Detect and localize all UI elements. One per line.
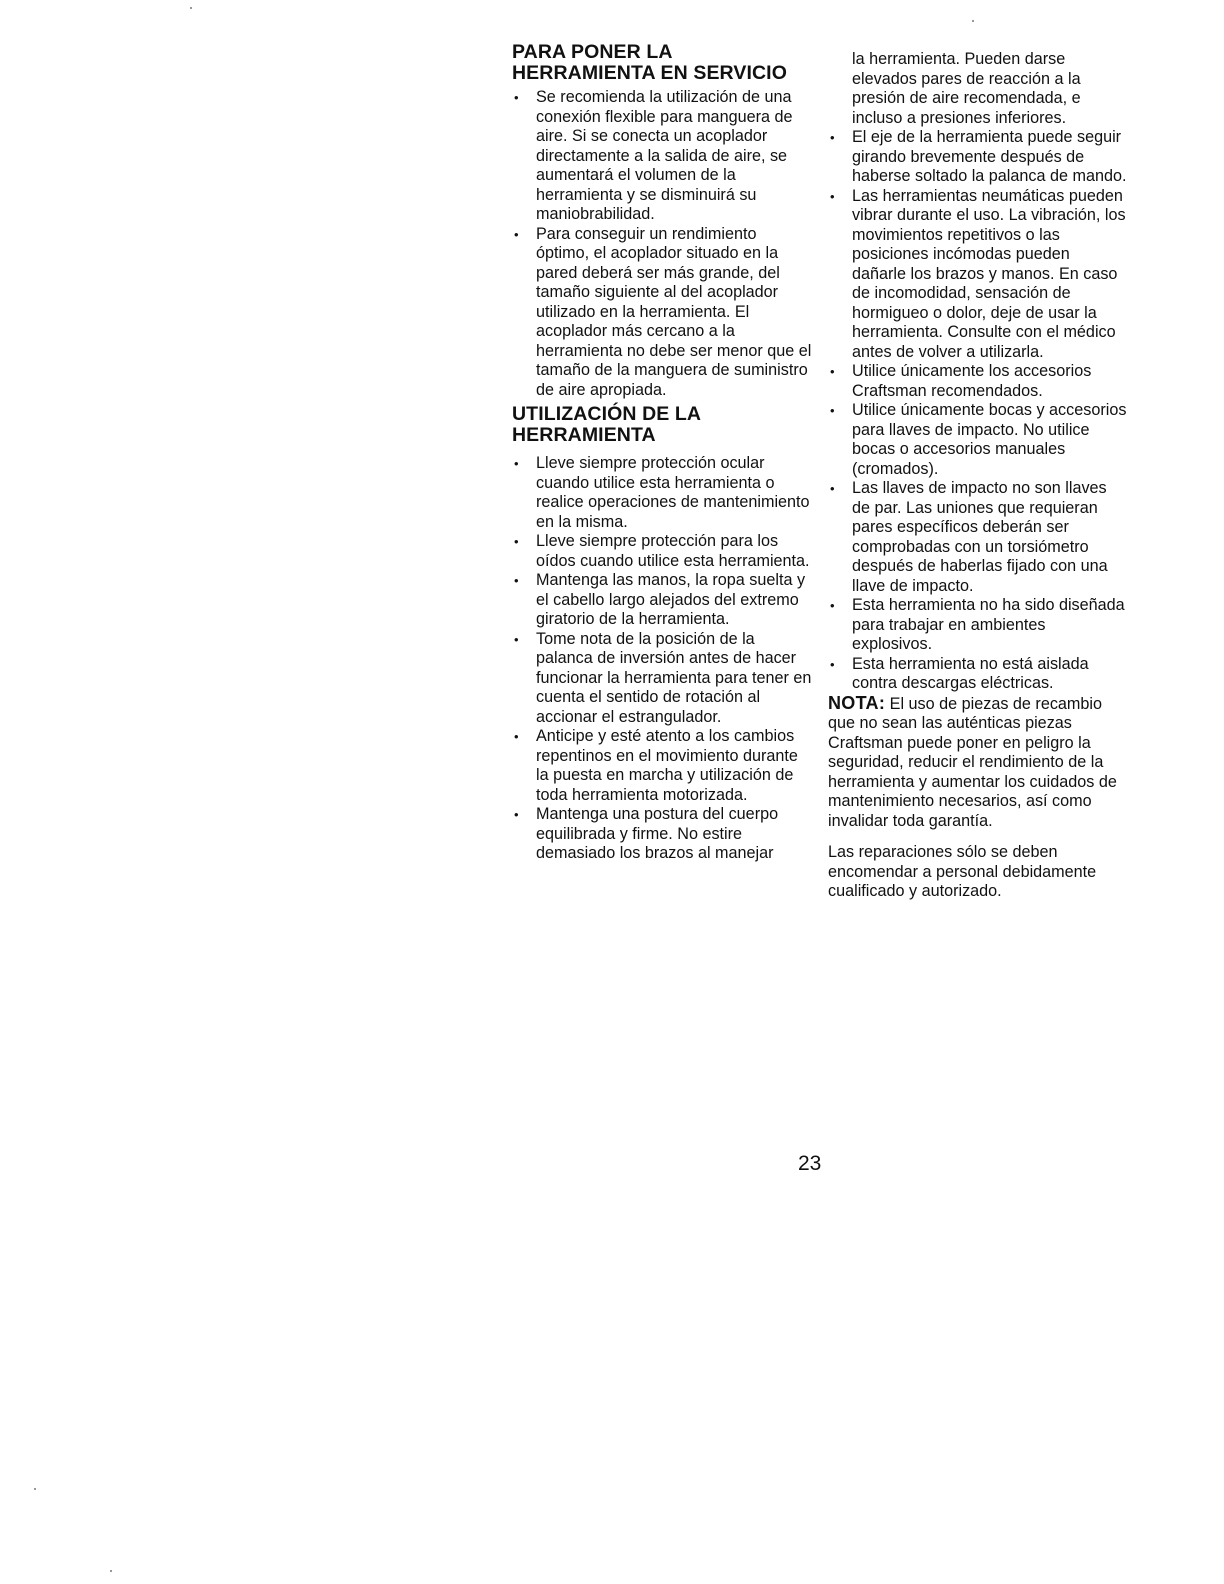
section-heading-line: UTILIZACIÓN DE LA <box>512 403 702 425</box>
list-item: • Las llaves de impacto no son llaves de par. Las uniones que requieran pares específicos deberán ser comprobadas con un torsiómetro después de haberlas fijado con una llave de impacto. <box>828 479 1128 596</box>
list-item: • Mantenga las manos, la ropa suelta y el cabello largo alejados del extremo giratorio de la herramienta. <box>512 571 812 630</box>
list-item: • Las herramientas neumáticas pueden vibrar durante el uso. La vibración, los movimientos repetitivos o las posiciones incómodas pueden dañarle los brazos y manos. En caso de incomodidad, sensación de hormigueo o dolor, deje de usar la herramienta. Consulte con el médico antes de volver a utilizarla. <box>828 187 1128 363</box>
list-item: • Utilice únicamente bocas y accesorios para llaves de impacto. No utilice bocas o accesorios manuales (cromados). <box>828 401 1128 479</box>
right-column <box>828 50 1128 902</box>
repairs-paragraph: Las reparaciones sólo se deben encomendar a personal debidamente cualificado y autorizado. <box>828 843 1097 900</box>
note-text: El uso de piezas de recambio que no sean las auténticas piezas Craftsman puede poner en peligro la seguridad, reducir el rendimiento de la herramienta y aumentar los cuidados de mantenimiento necesarios, así como invalidar toda garantía. <box>828 694 1117 830</box>
scan-speck <box>972 20 974 22</box>
note-paragraph <box>828 694 1128 832</box>
left-column <box>512 40 812 864</box>
scan-speck <box>110 1570 112 1572</box>
list-item: • El eje de la herramienta puede seguir girando brevemente después de haberse soltado la palanca de mando. <box>828 128 1128 187</box>
section-heading-line: PARA PONER LA <box>512 41 673 63</box>
list-item: • Utilice únicamente los accesorios Craftsman recomendados. <box>828 362 1128 401</box>
section-heading-line: HERRAMIENTA EN SERVICIO <box>512 62 787 84</box>
scan-speck <box>34 1488 36 1490</box>
section2-list <box>512 454 812 864</box>
list-item: • Mantenga una postura del cuerpo equilibrada y firme. No estire demasiado los brazos al manejar <box>512 805 812 864</box>
list-item: • Esta herramienta no ha sido diseñada para trabajar en ambientes explosivos. <box>828 596 1128 655</box>
list-item: • Se recomienda la utilización de una conexión flexible para manguera de aire. Si se conecta un acoplador directamente a la salida de aire, se aumentará el volumen de la herramienta y se disminuirá su maniobrabilidad. <box>512 88 812 225</box>
right-list <box>828 128 1128 694</box>
continued-list-text: la herramienta. Pueden darse elevados pares de reacción a la presión de aire recomendada, e incluso a presiones inferiores. <box>852 50 1081 127</box>
section-heading-para-poner <box>512 42 812 84</box>
page-number: 23 <box>798 1152 822 1175</box>
list-item: • Anticipe y esté atento a los cambios repentinos en el movimiento durante la puesta en marcha y utilización de toda herramienta motorizada. <box>512 727 812 805</box>
section-heading-utilizacion <box>512 404 812 446</box>
list-item: • Para conseguir un rendimiento óptimo, el acoplador situado en la pared deberá ser más grande, del tamaño siguiente al del acoplador utilizado en la herramienta. El acoplador más cercano a la herramienta no debe ser menor que el tamaño de la manguera de suministro de aire apropiada. <box>512 225 812 401</box>
note-label: NOTA: <box>828 692 886 713</box>
list-item: • Lleve siempre protección para los oídos cuando utilice esta herramienta. <box>512 532 812 571</box>
section1-list <box>512 88 812 400</box>
list-item: • Lleve siempre protección ocular cuando utilice esta herramienta o realice operaciones de mantenimiento en la misma. <box>512 454 812 532</box>
scan-speck <box>190 7 192 9</box>
list-item: • Tome nota de la posición de la palanca de inversión antes de hacer funcionar la herramienta para tener en cuenta el sentido de rotación al accionar el estrangulador. <box>512 630 812 728</box>
section-heading-line: HERRAMIENTA <box>512 424 656 446</box>
list-item: • Esta herramienta no está aislada contra descargas eléctricas. <box>828 655 1128 694</box>
